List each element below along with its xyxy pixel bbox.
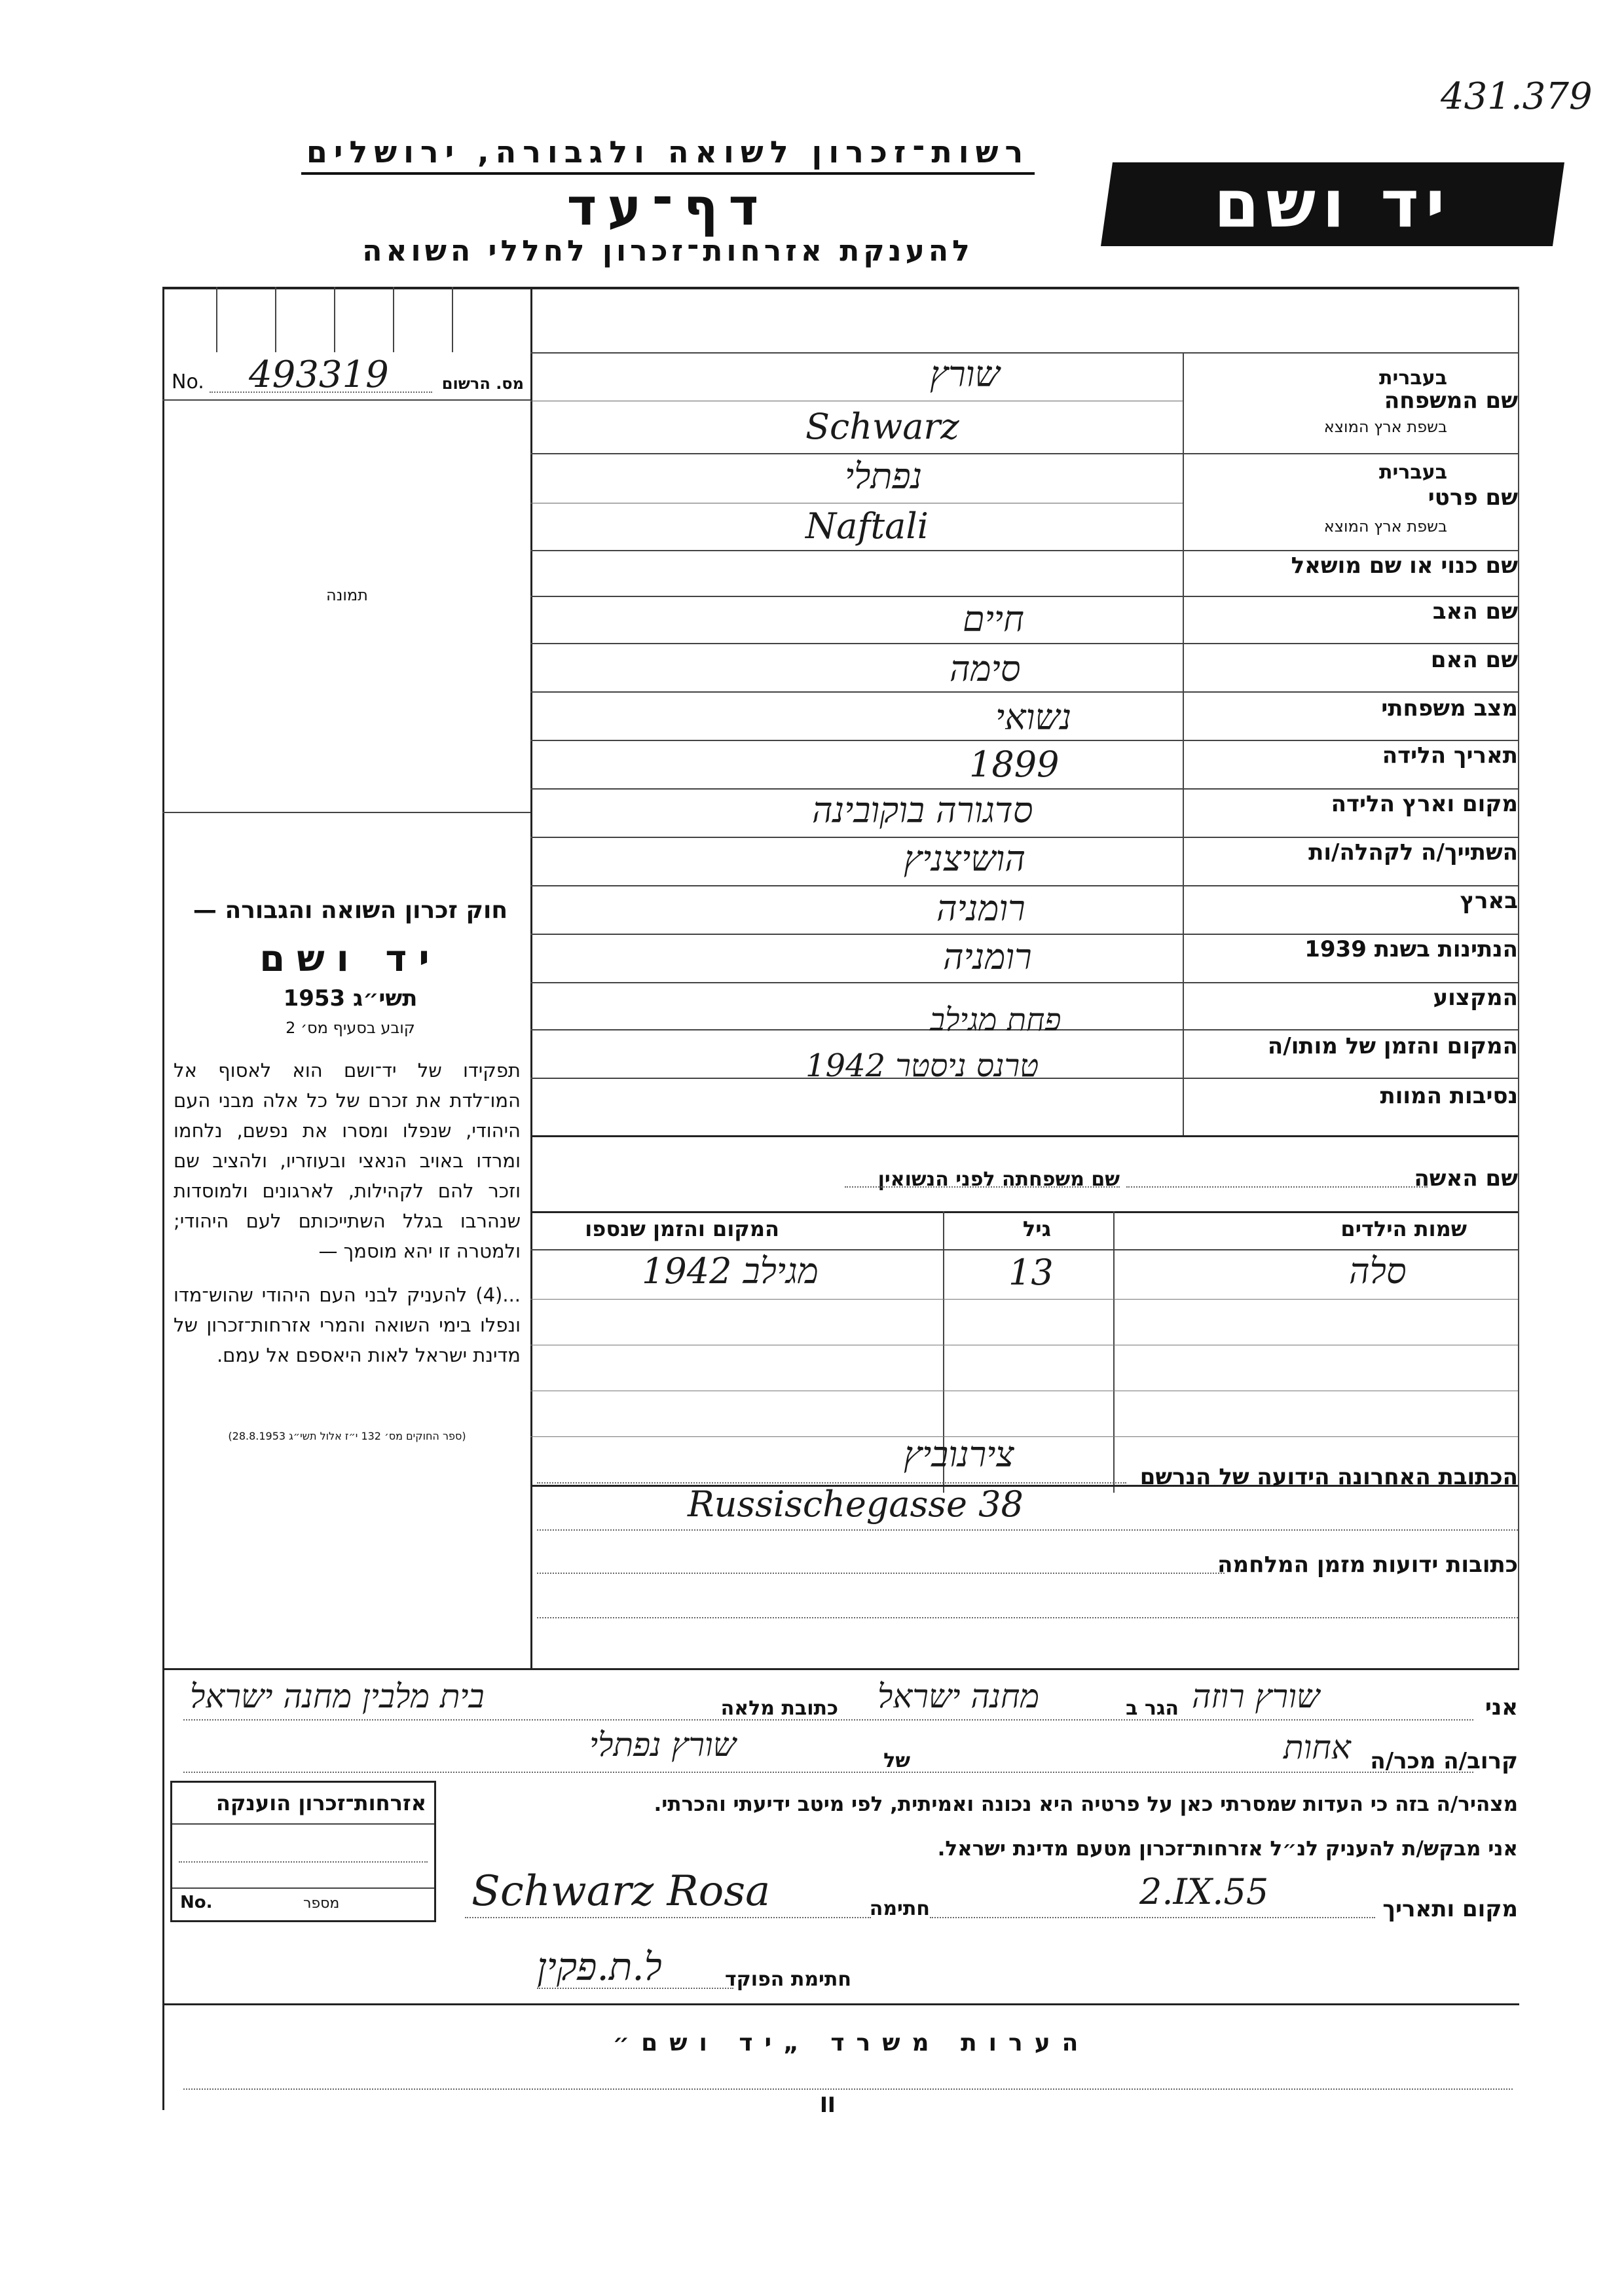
- citizenship-box: [170, 1781, 436, 1922]
- children-names-header: שמות הילדים: [1340, 1216, 1467, 1241]
- authority-header: רשות־זכרון לשואה ולגבורה, ירושלים: [301, 134, 1035, 175]
- officer-signature: ל.ת.פקין: [537, 1944, 662, 1989]
- father-label: שם האב: [1432, 598, 1518, 625]
- declarant-of-name: שורץ נפתלי: [589, 1726, 737, 1764]
- last-address-label: הכתובת האחרונה הידועה של הנרשם: [1139, 1464, 1518, 1490]
- mother-name: סימה: [950, 648, 1021, 689]
- law-text-2: ...(4) להעניק לבני העם היהודי שהוש־מדו ונפלו בימי השואה והמרי אזרחות־זכרון של מדינת ישראל לאות היאספם אל עמם.: [174, 1284, 521, 1366]
- declarant-i-label: אני: [1485, 1694, 1518, 1721]
- marital-status: נשואי: [995, 697, 1072, 738]
- corner-archive-number: 431.379: [1441, 75, 1593, 118]
- family-name-label: שם המשפחה: [1384, 388, 1518, 414]
- family-name-sub-origin: בשפת ארץ המוצא: [1323, 418, 1447, 436]
- death-place: פחת מגילב: [930, 1002, 1061, 1038]
- death-place-date: טרנס ניסטר 1942: [805, 1048, 1039, 1084]
- registration-no-label: No.: [172, 371, 204, 393]
- mother-label: שם האם: [1430, 647, 1518, 673]
- war-address-label: כתובות ידועות מזמן המלחמה: [1217, 1552, 1518, 1578]
- child-name: סלה: [1349, 1250, 1407, 1292]
- citizenship-box-title: אזרחות־זכרון הוענקה: [215, 1791, 426, 1815]
- photo-label: תמונה: [326, 586, 368, 604]
- officer-signature-label: חתימת הפוקד: [725, 1968, 851, 1991]
- form-subtitle: להענקת אזרחות־זכרון לחללי השואה: [362, 234, 974, 268]
- country-label: בארץ: [1460, 888, 1518, 914]
- declarant-name: שורץ רוזה: [1192, 1677, 1320, 1715]
- children-place-header: המקום והזמן שנספו: [585, 1216, 779, 1241]
- wife-maiden-label: שם משפחתה לפני הנשואין: [877, 1168, 1120, 1191]
- declaration-date: 2.IX.55: [1139, 1871, 1269, 1912]
- community: הושיצניץ: [904, 838, 1025, 879]
- law-source: (ספר החוקים מס׳ 132 י״ז אלול תשי״ג 28.8.1953): [228, 1430, 466, 1442]
- declarant-signature: Schwarz Rosa: [471, 1867, 771, 1916]
- birth-date-label: תאריך הלידה: [1382, 742, 1518, 769]
- first-name-hebrew: נפתלי: [845, 456, 923, 497]
- form-title: דף־עד: [566, 178, 769, 237]
- community-label: השתייך/ה לקהלה/ות: [1308, 839, 1518, 866]
- law-year: תשי״ג 1953: [283, 985, 418, 1011]
- law-name: יד ושם: [259, 938, 441, 980]
- law-title: חוק זכרון השואה והגבורה —: [193, 897, 508, 924]
- first-name-origin: Naftali: [805, 505, 929, 547]
- citizenship-number-label: מספר: [303, 1895, 340, 1912]
- declaration-line-1: מצהיר/ה בזה כי העדות שמסרתי כאן על פרטיה היא נכונה ואמיתית, לפי מיטב ידיעתי והכרתי.: [654, 1793, 1518, 1816]
- last-address-street: Russischegasse 38: [688, 1484, 1024, 1525]
- citizenship-no-label: No.: [180, 1893, 213, 1912]
- nationality: רומניה: [943, 936, 1032, 977]
- first-name-sub-hebrew: בעברית: [1379, 461, 1447, 484]
- registration-label: מס. הרשום: [441, 374, 524, 393]
- signature-label: חתימה: [869, 1897, 930, 1920]
- declarant-lives-label: הגר ב: [1126, 1697, 1179, 1720]
- registration-number: 493319: [249, 354, 389, 396]
- last-address-city: צירנוביץ: [904, 1434, 1014, 1475]
- declarant-relation: אחות: [1283, 1728, 1351, 1766]
- death-place-label: המקום והזמן של מותו/ה: [1267, 1033, 1518, 1059]
- declarant-address-label: כתובת מלאה: [720, 1697, 838, 1720]
- family-name-hebrew: שורץ: [930, 354, 1000, 395]
- profession-label: המקצוע: [1433, 985, 1518, 1011]
- children-age-header: גיל: [1022, 1216, 1051, 1241]
- child-age: 13: [1008, 1252, 1054, 1293]
- relative-label: קרוב/ה מכר/ה: [1370, 1748, 1518, 1774]
- nationality-label: הנתינות בשנת 1939: [1304, 936, 1518, 962]
- declaration-line-2: אני מבקש/ת להעניק לנ״ל אזרחות־זכרון מטעם מדינת ישראל.: [937, 1837, 1518, 1861]
- family-name-origin: Schwarz: [805, 406, 959, 447]
- law-text-1: תפקידו של יד־ושם הוא לאסוף אל המו־לדת את זכרם של כל אלה מבני העם היהודי, שנפלו ומסרו את נפשם, נלחמו ומרדו באויב הנאצי ובעוזריו, ולהציב שם וזכר להם לקהילות, לארגונים ולמוסדות שנהרבו בגלל השתייכותם לעם היהודי; ולמטרה זו יהא מוסמך —: [174, 1059, 521, 1262]
- yad-vashem-logo: [1101, 162, 1564, 246]
- nickname-label: שם כנוי או שם מושאל: [1291, 553, 1518, 579]
- father-name: חיים: [963, 598, 1024, 640]
- logo-text: יד ושם: [1213, 166, 1452, 242]
- place-date-label: מקום ותאריך: [1382, 1896, 1518, 1922]
- birth-place: סדגורה בוקובינה: [812, 790, 1033, 831]
- wife-label: שם האשה: [1414, 1165, 1518, 1192]
- first-name-sub-origin: בשפת ארץ המוצא: [1323, 517, 1447, 536]
- first-name-label: שם פרטי: [1428, 484, 1518, 511]
- declarant-address: בית מלבין מחנה ישראל: [190, 1677, 485, 1715]
- birth-place-label: מקום וארץ הלידה: [1331, 791, 1518, 817]
- law-clause: קובע בסעיף מס׳ 2: [286, 1019, 415, 1037]
- child-death-place: מגילב 1942: [642, 1250, 819, 1292]
- death-cause-label: נסיבות המוות: [1380, 1083, 1518, 1109]
- family-name-sub-hebrew: בעברית: [1379, 367, 1447, 390]
- marital-label: מצב משפחתי: [1381, 695, 1518, 721]
- office-notes-label: הערות משרד „יד ושם״: [612, 2030, 1090, 2056]
- page-mark: II: [820, 2092, 836, 2117]
- birth-date: 1899: [969, 744, 1060, 785]
- country: רומניה: [936, 888, 1025, 929]
- declarant-of-label: של: [883, 1749, 910, 1772]
- declarant-city: מחנה ישראל: [877, 1677, 1040, 1715]
